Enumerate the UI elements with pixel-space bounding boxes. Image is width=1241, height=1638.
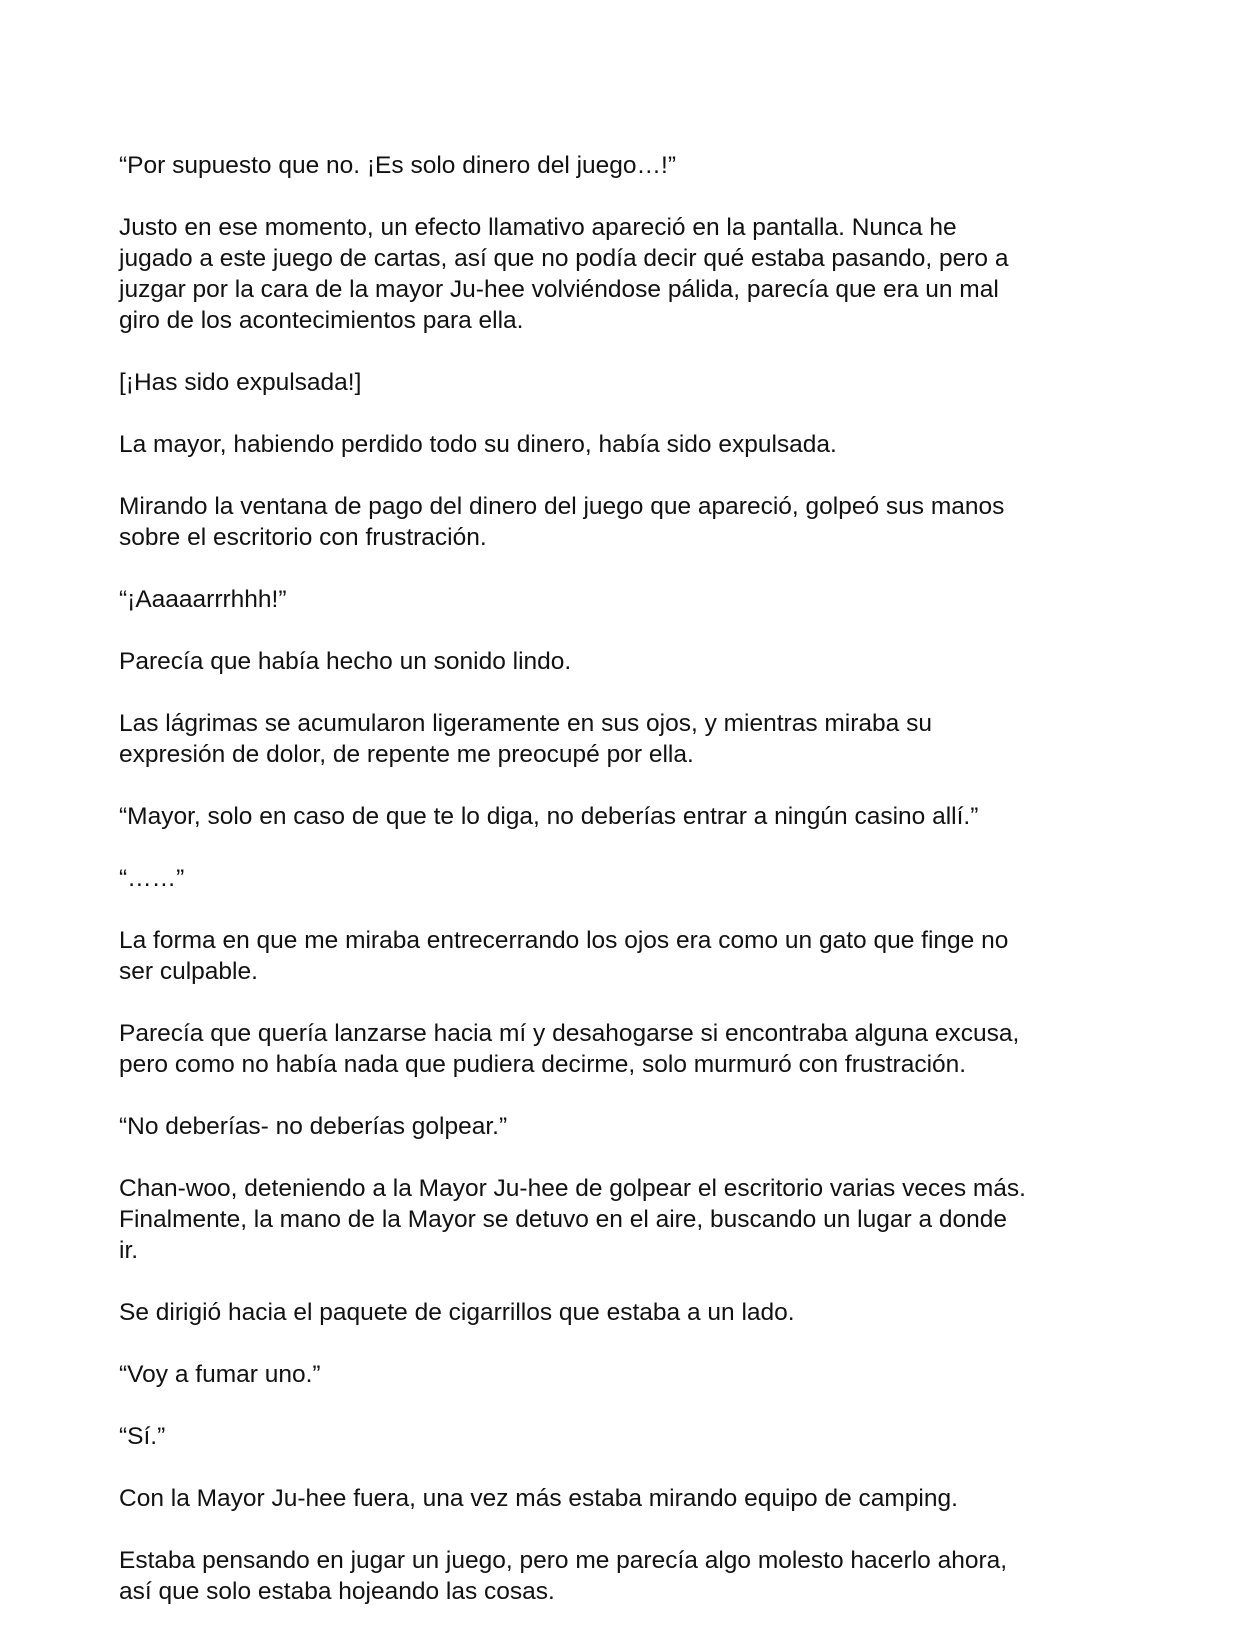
paragraph: Estaba pensando en jugar un juego, pero me parecía algo molesto hacerlo ahora, así que solo estaba hojeando las cosas. — [119, 1547, 1008, 1605]
paragraph: “No deberías- no deberías golpear.” — [119, 1113, 508, 1140]
paragraph: Mirando la ventana de pago del dinero del juego que apareció, golpeó sus manos sobre el escritorio con frustración. — [119, 493, 1005, 551]
paragraph: [¡Has sido expulsada!] — [119, 369, 362, 396]
paragraph: Parecía que quería lanzarse hacia mí y desahogarse si encontraba alguna excusa, pero como no había nada que pudiera decirme, solo murmuró con frustración. — [119, 1020, 1020, 1078]
paragraph: “¡Aaaaarrrhhh!” — [119, 586, 287, 613]
paragraph: Con la Mayor Ju-hee fuera, una vez más estaba mirando equipo de camping. — [119, 1485, 958, 1512]
paragraph: La forma en que me miraba entrecerrando los ojos era como un gato que finge no ser culpable. — [119, 927, 1009, 985]
paragraph: “……” — [119, 865, 185, 892]
paragraph: Las lágrimas se acumularon ligeramente en sus ojos, y mientras miraba su expresión de dolor, de repente me preocupé por ella. — [119, 710, 932, 768]
body-text — [119, 150, 1129, 1638]
paragraph: Se dirigió hacia el paquete de cigarrillos que estaba a un lado. — [119, 1299, 795, 1326]
paragraph: Justo en ese momento, un efecto llamativo apareció en la pantalla. Nunca he jugado a este juego de cartas, así que no podía decir qué estaba pasando, pero a juzgar por la cara de la mayor Ju-hee volviéndose pálida, parecía que era un mal giro de los acontecimientos para ella. — [119, 214, 1009, 334]
paragraph: La mayor, habiendo perdido todo su dinero, había sido expulsada. — [119, 431, 837, 458]
paragraph: “Mayor, solo en caso de que te lo diga, no deberías entrar a ningún casino allí.” — [119, 803, 979, 830]
paragraph: “Por supuesto que no. ¡Es solo dinero del juego…!” — [119, 152, 677, 179]
paragraph: Parecía que había hecho un sonido lindo. — [119, 648, 572, 675]
paragraph: “Voy a fumar uno.” — [119, 1361, 321, 1388]
paragraph: Chan-woo, deteniendo a la Mayor Ju-hee de golpear el escritorio varias veces más. Finalmente, la mano de la Mayor se detuvo en el aire, buscando un lugar a donde ir. — [119, 1175, 1026, 1264]
paragraph: “Sí.” — [119, 1423, 166, 1450]
